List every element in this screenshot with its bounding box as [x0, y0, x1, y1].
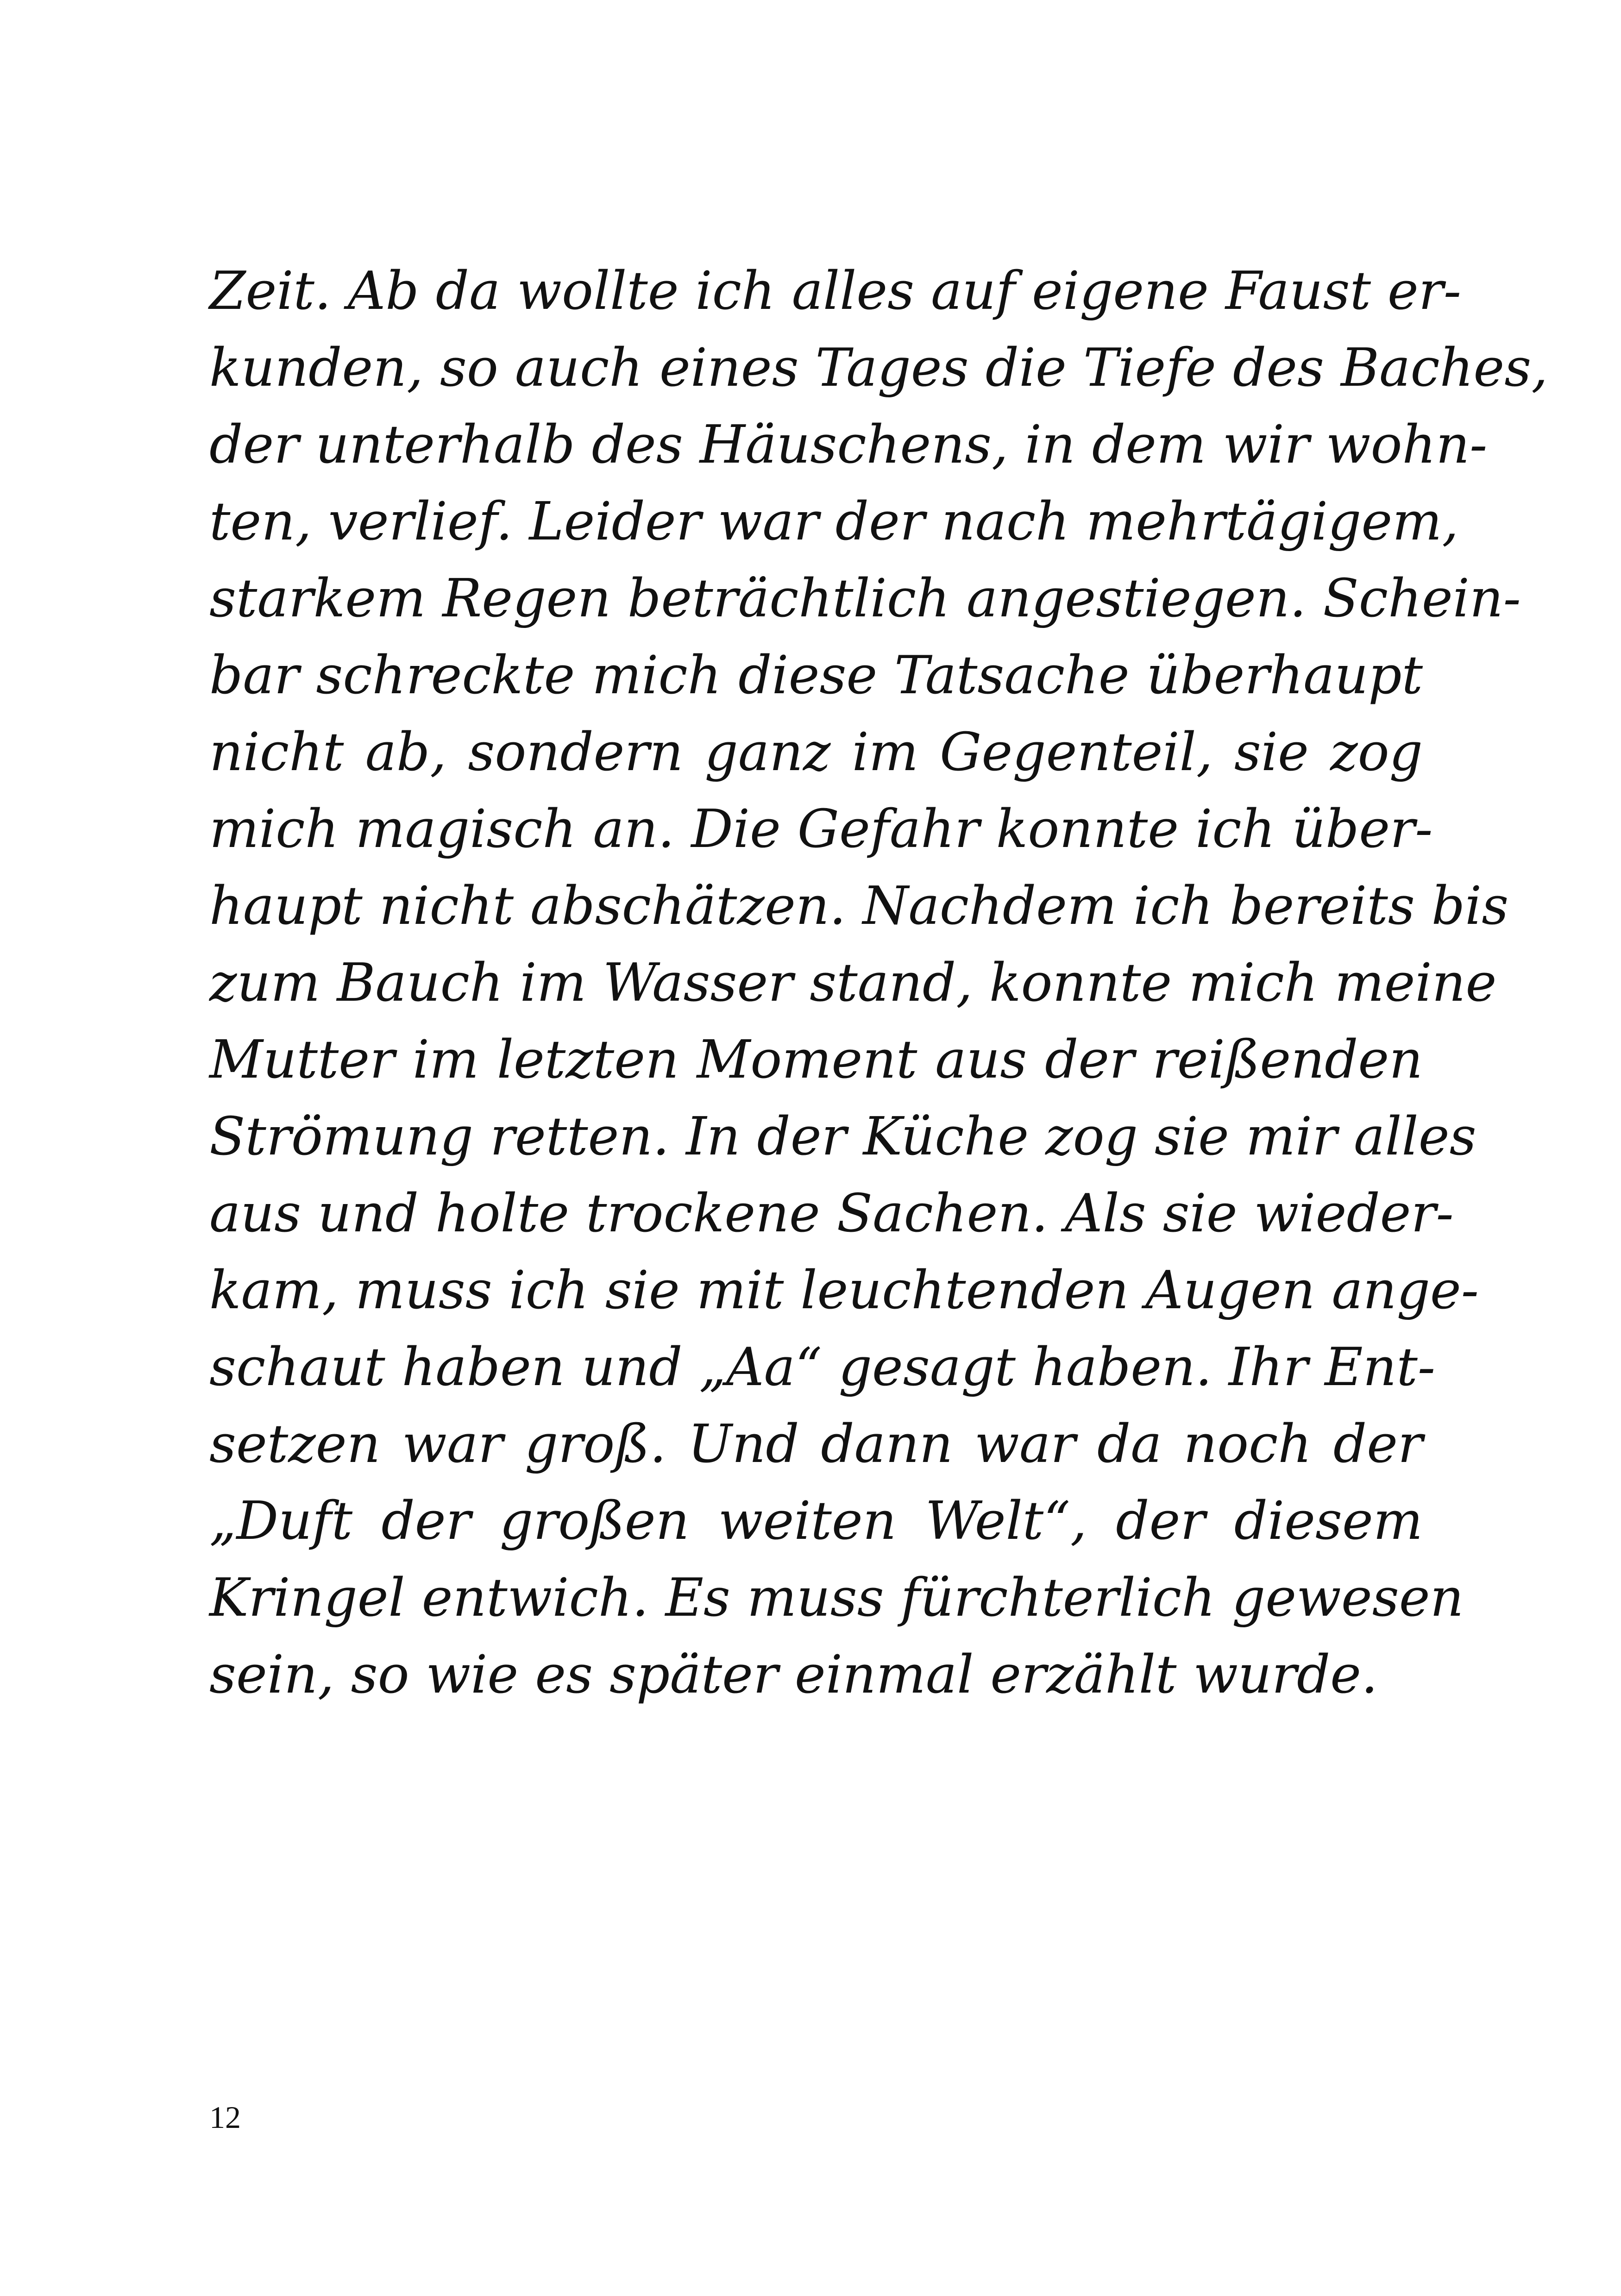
text-line: Strömung retten. In der Küche zog sie mir alles	[209, 1106, 1476, 1167]
text-line: Mutter im letzten Moment aus der reißenden	[209, 1029, 1423, 1090]
text-line: setzen war groß. Und dann war da noch der	[209, 1413, 1423, 1474]
text-line: kunden, so auch eines Tages die Tiefe des Baches,	[209, 337, 1548, 398]
text-line: aus und holte trockene Sachen. Als sie wieder-	[209, 1183, 1454, 1244]
text-line: haupt nicht abschätzen. Nachdem ich bereits bis	[209, 875, 1509, 936]
text-line: bar schreckte mich diese Tatsache überhaupt	[209, 645, 1423, 706]
text-line: starkem Regen beträchtlich angestiegen. Schein-	[209, 568, 1521, 629]
text-line: der unterhalb des Häuschens, in dem wir wohn-	[209, 414, 1488, 475]
text-line: schaut haben und „Aa“ gesagt haben. Ihr Ent-	[209, 1336, 1436, 1398]
body-paragraph	[209, 252, 1548, 1713]
text-line: „Duft der großen weiten Welt“, der diesem	[209, 1490, 1423, 1551]
text-line: nicht ab, sondern ganz im Gegenteil, sie zog	[209, 721, 1423, 783]
text-line: zum Bauch im Wasser stand, konnte mich meine	[209, 952, 1497, 1013]
text-line: sein, so wie es später einmal erzählt wurde.	[209, 1644, 1378, 1705]
text-line: Kringel entwich. Es muss fürchterlich gewesen	[209, 1567, 1464, 1628]
text-line: Zeit. Ab da wollte ich alles auf eigene Faust er-	[209, 260, 1462, 321]
page-number: 12	[209, 2100, 241, 2135]
text-line: mich magisch an. Die Gefahr konnte ich über-	[209, 798, 1433, 859]
text-line: ten, verlief. Leider war der nach mehrtägigem,	[209, 491, 1459, 552]
text-line: kam, muss ich sie mit leuchtenden Augen ange-	[209, 1260, 1479, 1321]
